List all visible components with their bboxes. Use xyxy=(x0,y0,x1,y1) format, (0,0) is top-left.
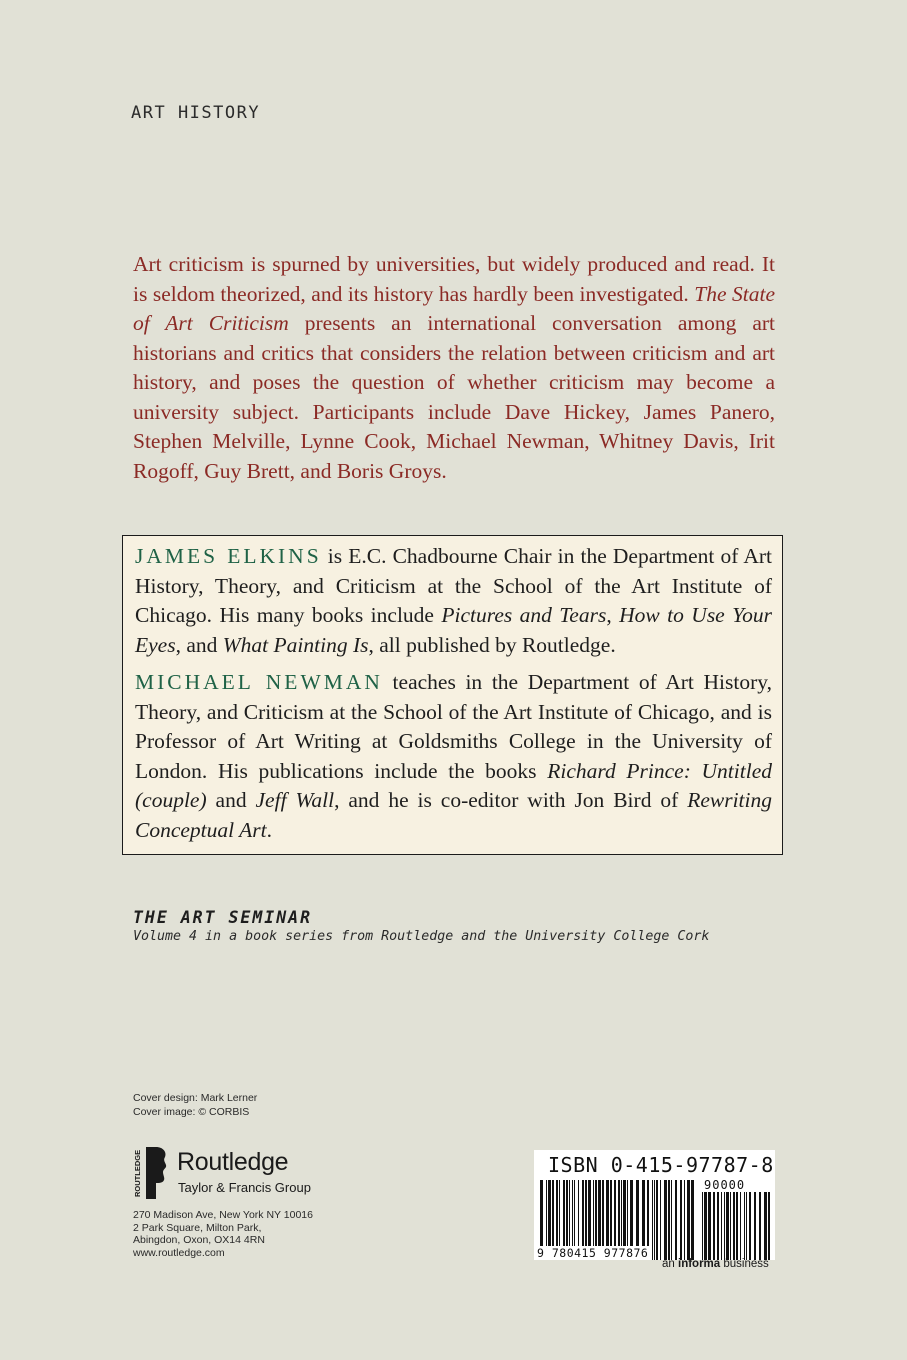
barcode-bar xyxy=(654,1180,655,1260)
barcode-bar xyxy=(684,1180,685,1260)
barcode-bar xyxy=(691,1180,694,1260)
barcode-bar xyxy=(733,1192,735,1260)
barcode-bar xyxy=(704,1192,707,1260)
book-title: Jeff Wall xyxy=(255,788,335,812)
routledge-head-icon xyxy=(132,1145,172,1201)
ean-digits: 9 780415 977876 xyxy=(537,1246,649,1260)
isbn-number: ISBN 0-415-97787-8 xyxy=(548,1153,774,1177)
barcode-bar xyxy=(754,1192,756,1260)
bio-text: and xyxy=(206,788,256,812)
bio-text: , and xyxy=(175,632,223,657)
publisher-name: Routledge xyxy=(177,1148,289,1176)
vertical-mark-text: ROUTLEDGE xyxy=(133,1149,142,1197)
addon-barcode-bars xyxy=(702,1192,770,1260)
address-line: 2 Park Square, Milton Park, xyxy=(133,1221,262,1234)
price-addon-digits: 90000 xyxy=(704,1178,746,1192)
book-title: Rewriting Conceptual Art xyxy=(135,788,772,842)
cover-credits xyxy=(133,1091,257,1119)
book-title: What Painting Is xyxy=(222,632,369,657)
cover-image-credit: Cover image: © CORBIS xyxy=(133,1106,250,1118)
head-silhouette xyxy=(146,1147,166,1199)
publisher-group: Taylor & Francis Group xyxy=(178,1180,311,1195)
barcode-bar xyxy=(664,1180,667,1260)
barcode-bar xyxy=(717,1192,719,1260)
author-bio-elkins xyxy=(135,542,772,660)
book-title: Pictures and Tears xyxy=(441,603,607,627)
barcode-bar xyxy=(768,1192,770,1260)
bio-text: , xyxy=(606,603,620,627)
barcode-bar xyxy=(687,1180,690,1260)
author-name: MICHAEL NEWMAN xyxy=(135,670,383,694)
publisher-address xyxy=(133,1209,313,1259)
informa-prefix: an xyxy=(662,1258,678,1270)
description-text-2: presents an international conversation among art historians and critics that considers the relation between criticism and art history, and poses the question of whether criticism may become a university subject. Participants include Dave Hickey, James Panero, Stephen Melville, Lynne Cook, Michael Newman, Whitney Davis, Irit Rogoff, Guy Brett, and Boris Groys. xyxy=(133,311,775,483)
informa-brand: informa xyxy=(678,1258,721,1270)
address-line: 270 Madison Ave, New York NY 10016 xyxy=(133,1209,313,1221)
informa-tagline xyxy=(662,1258,769,1270)
bio-text: teaches in the Department of Art History, Theory, and Criticism at the School of the Art Institute of Chicago, and is Professor of Art Writing at Goldsmiths College in the University of London. His publications include the books xyxy=(135,670,772,783)
series-title: THE ART SEMINAR xyxy=(133,908,313,927)
barcode-bar xyxy=(726,1192,729,1260)
barcode-bar xyxy=(764,1192,767,1260)
isbn-barcode xyxy=(534,1150,775,1260)
barcode-bar xyxy=(736,1192,738,1260)
barcode-bar xyxy=(724,1192,725,1260)
barcode-bar xyxy=(721,1192,722,1260)
book-title: How to Use Your Eyes xyxy=(135,603,772,657)
barcode-bar xyxy=(759,1192,761,1260)
bio-text: . xyxy=(266,817,272,842)
bio-text: , and he is co-editor with Jon Bird of xyxy=(334,788,688,812)
barcode-bar xyxy=(656,1180,658,1260)
author-bio-newman xyxy=(135,668,772,845)
barcode-bar xyxy=(713,1192,715,1260)
barcode-bar xyxy=(740,1192,741,1260)
routledge-logo xyxy=(132,1145,322,1205)
bio-text: , all published by Routledge. xyxy=(368,632,616,657)
author-name: JAMES ELKINS xyxy=(135,544,322,568)
barcode-bar xyxy=(749,1192,751,1260)
barcode-bar xyxy=(680,1180,682,1260)
book-description xyxy=(133,250,775,486)
cover-design-credit: Cover design: Mark Lerner xyxy=(133,1092,258,1104)
barcode-bar xyxy=(708,1192,711,1260)
bio-text: is E.C. Chadbourne Chair in the Department of Art History, Theory, and Criticism at the School of the Art Institute of Chicago. His many books include xyxy=(135,544,772,627)
barcode-bar xyxy=(668,1180,670,1260)
publisher-url: www.routledge.com xyxy=(133,1246,225,1259)
barcode-bar xyxy=(652,1180,653,1260)
barcode-bar xyxy=(744,1192,745,1260)
barcode-bar xyxy=(730,1192,731,1260)
barcode-bar xyxy=(660,1180,661,1260)
barcode-bar xyxy=(746,1192,747,1260)
book-title: Richard Prince: Untitled (couple) xyxy=(135,758,772,812)
address-line: Abingdon, Oxon, OX14 4RN xyxy=(133,1234,265,1246)
informa-suffix: business xyxy=(720,1258,769,1270)
barcode-bar xyxy=(671,1180,672,1260)
description-text-1: Art criticism is spurned by universities, but widely produced and read. It is seldom theorized, and its history has hardly been investigated. xyxy=(133,252,775,306)
author-bio-box xyxy=(122,535,783,855)
barcode-bar xyxy=(675,1180,677,1260)
book-title: The State of Art Criticism xyxy=(133,281,775,335)
category-label: ART HISTORY xyxy=(131,103,261,123)
series-subtitle: Volume 4 in a book series from Routledge and the University College Cork xyxy=(133,929,710,944)
barcode-bar xyxy=(702,1192,703,1260)
